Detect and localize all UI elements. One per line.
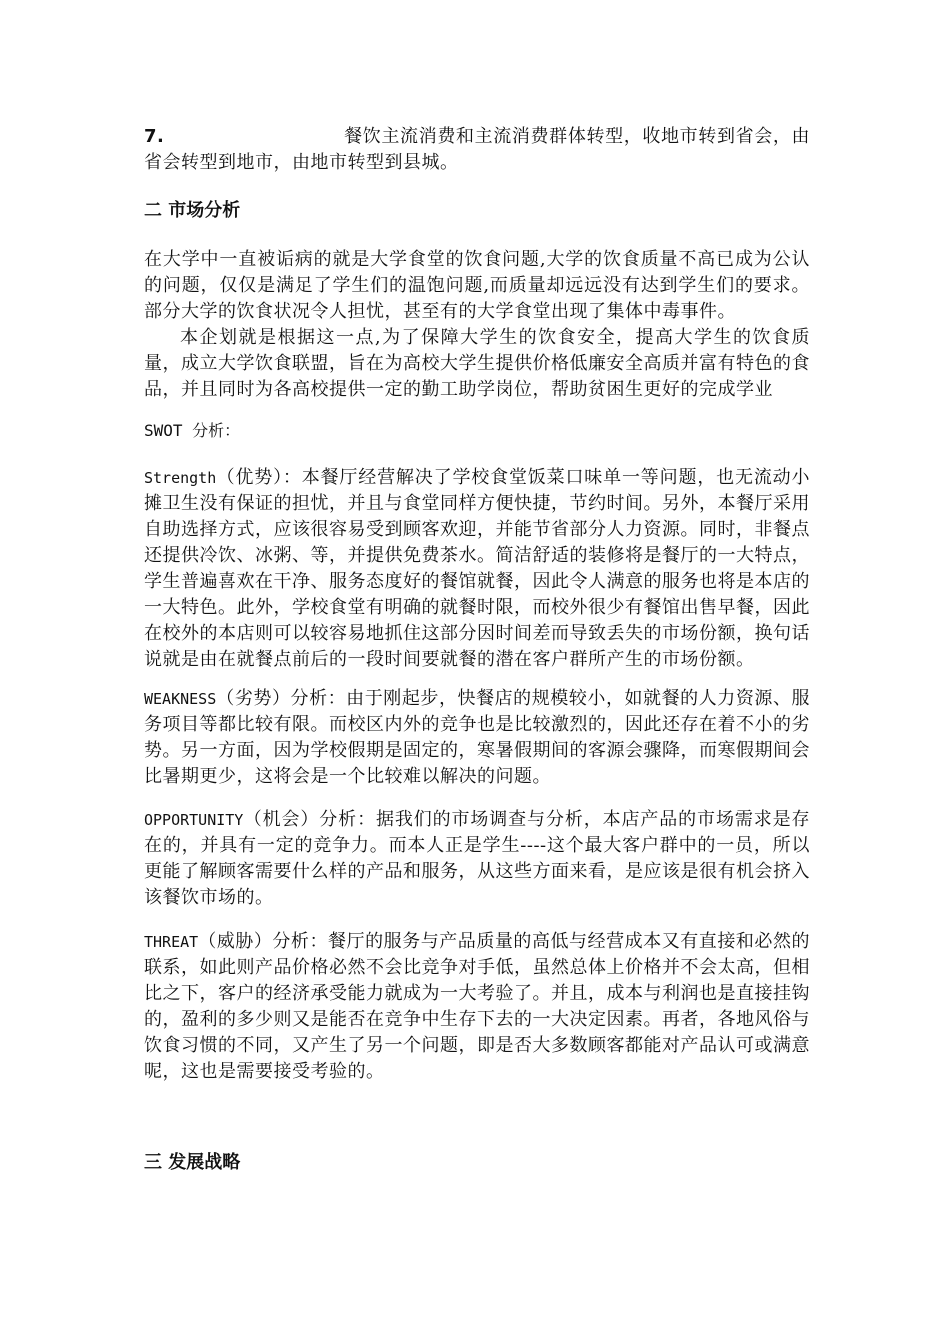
item-7-text: 餐饮主流消费和主流消费群体转型，收地市转到省会，由省会转型到地市，由地市转型到县城。: [144, 126, 810, 173]
strength-label: Strength: [144, 469, 217, 487]
weakness-label: WEAKNESS: [144, 690, 217, 708]
swot-heading: SWOT 分析：: [144, 421, 241, 440]
swot-opportunity-paragraph: [144, 807, 810, 911]
item-7-paragraph: [144, 124, 810, 176]
swot-weakness-paragraph: [144, 686, 810, 790]
strength-text: （优势）：本餐厅经营解决了学校食堂饭菜口味单一等问题，也无流动小摊卫生没有保证的担忧，并且与食堂同样方便快捷，节约时间。另外，本餐厅采用自助选择方式，应该很容易受到顾客欢迎，并能节省部分人力资源。同时，非餐点还提供冷饮、冰粥、等，并提供免费茶水。简洁舒适的装修将是餐厅的一大特点，学生普遍喜欢在干净、服务态度好的餐馆就餐，因此令人满意的服务也将是本店的一大特色。此外，学校食堂有明确的就餐时限，而校外很少有餐馆出售早餐，因此在校外的本店则可以较容易地抓住这部分因时间差而导致丢失的市场份额，换句话说就是由在就餐点前后的一段时间要就餐的潜在客户群所产生的市场份额。: [144, 467, 810, 670]
swot-strength-paragraph: [144, 465, 810, 673]
market-analysis-paragraph-1: 在大学中一直被诟病的就是大学食堂的饮食问题,大学的饮食质量不高已成为公认的问题，仅仅是满足了学生们的温饱问题,而质量却远远没有达到学生们的要求。部分大学的饮食状况令人担忧，甚至有的大学食堂出现了集体中毒事件。: [144, 249, 810, 322]
weakness-text: （劣势）分析：由于刚起步，快餐店的规模较小，如就餐的人力资源、服务项目等都比较有限。而校区内外的竞争也是比较激烈的，因此还存在着不小的劣势。另一方面，因为学校假期是固定的，寒暑假期间的客源会骤降，而寒假期间会比暑期更少，这将会是一个比较难以解决的问题。: [144, 688, 810, 787]
market-analysis-paragraph-2: 本企划就是根据这一点,为了保障大学生的饮食安全，提高大学生的饮食质量，成立大学饮食联盟，旨在为高校大学生提供价格低廉安全高质并富有特色的食品，并且同时为各高校提供一定的勤工助学岗位，帮助贫困生更好的完成学业: [144, 327, 810, 400]
swot-threat-paragraph: [144, 929, 810, 1085]
item-7-number: 7.: [144, 126, 165, 147]
threat-text: （威胁）分析：餐厅的服务与产品质量的高低与经营成本又有直接和必然的联系，如此则产品价格必然不会比竞争对手低，虽然总体上价格并不会太高，但相比之下，客户的经济承受能力就成为一大考验了。并且，成本与利润也是直接挂钩的，盈利的多少则又是能否在竞争中生存下去的一大决定因素。再者，各地风俗与饮食习惯的不同，又产生了另一个问题，即是否大多数顾客都能对产品认可或满意呢，这也是需要接受考验的。: [144, 931, 810, 1082]
opportunity-label: OPPORTUNITY: [144, 811, 244, 829]
section-2-heading: 二 市场分析: [144, 200, 241, 221]
threat-label: THREAT: [144, 933, 199, 951]
section-3-heading: 三 发展战略: [144, 1152, 241, 1173]
opportunity-text: （机会）分析：据我们的市场调查与分析，本店产品的市场需求是存在的，并具有一定的竞争力。而本人正是学生----这个最大客户群中的一员，所以更能了解顾客需要什么样的产品和服务，从这些方面来看，是应该是很有机会挤入该餐饮市场的。: [144, 809, 810, 908]
